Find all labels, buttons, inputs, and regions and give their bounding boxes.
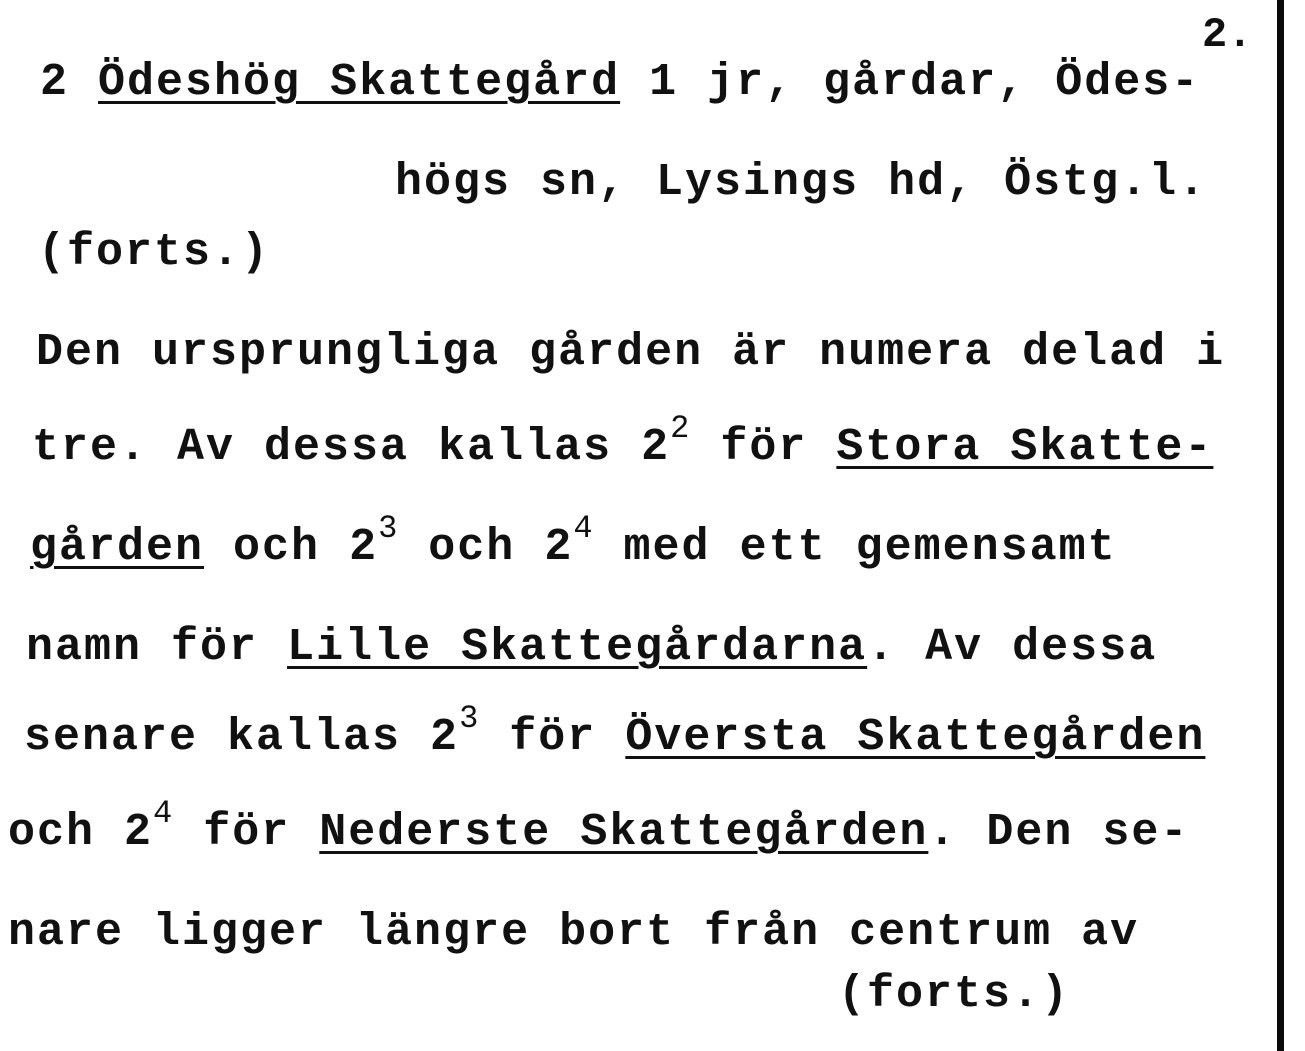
body-line-2 (32, 410, 1214, 473)
body-line-3 (30, 510, 1117, 573)
farm-name-nederste: Nederste Skattegården (319, 807, 929, 858)
entry-heading-line-1 (40, 57, 1201, 108)
body-line-6 (8, 795, 1190, 858)
farm-name-stora-cont: gården (30, 522, 205, 573)
body-text: för (203, 807, 291, 858)
body-text: och 2 (428, 522, 574, 573)
body-line-7: nare ligger längre bort från centrum av (8, 907, 1140, 958)
page-number: 2. (1202, 11, 1253, 59)
superscript: 3 (459, 700, 481, 737)
continued-note-bottom: (forts.) (838, 969, 1071, 1020)
body-line-4 (26, 622, 1158, 673)
body-text: för (720, 422, 808, 473)
entry-number: 2 (40, 57, 70, 108)
body-line-1: Den ursprungliga gården är numera delad i (36, 327, 1226, 378)
farm-name-oversta: Översta Skattegården (625, 712, 1206, 763)
superscript: 4 (153, 795, 175, 832)
continued-note-top: (forts.) (38, 227, 271, 278)
card-edge (1277, 0, 1284, 1051)
entry-name: Ödeshög Skattegård (98, 57, 621, 108)
farm-name-stora: Stora Skatte- (836, 422, 1214, 473)
superscript: 4 (573, 510, 595, 547)
body-text: namn för (26, 622, 259, 673)
body-text: . Av dessa (867, 622, 1158, 673)
superscript: 3 (378, 510, 400, 547)
superscript: 2 (670, 410, 692, 447)
body-text: senare kallas 2 (24, 712, 460, 763)
farm-name-lille: Lille Skattegårdarna (287, 622, 868, 673)
body-text: tre. Av dessa kallas 2 (32, 422, 671, 473)
body-text: och 2 (233, 522, 379, 573)
entry-heading-line-2: högs sn, Lysings hd, Östg.l. (395, 157, 1208, 208)
body-text: för (509, 712, 597, 763)
body-text: med ett gemensamt (623, 522, 1117, 573)
body-text: och 2 (8, 807, 154, 858)
body-line-5 (24, 700, 1206, 763)
entry-heading-rest: 1 jr, gårdar, Ödes- (649, 57, 1201, 108)
body-text: . Den se- (928, 807, 1190, 858)
